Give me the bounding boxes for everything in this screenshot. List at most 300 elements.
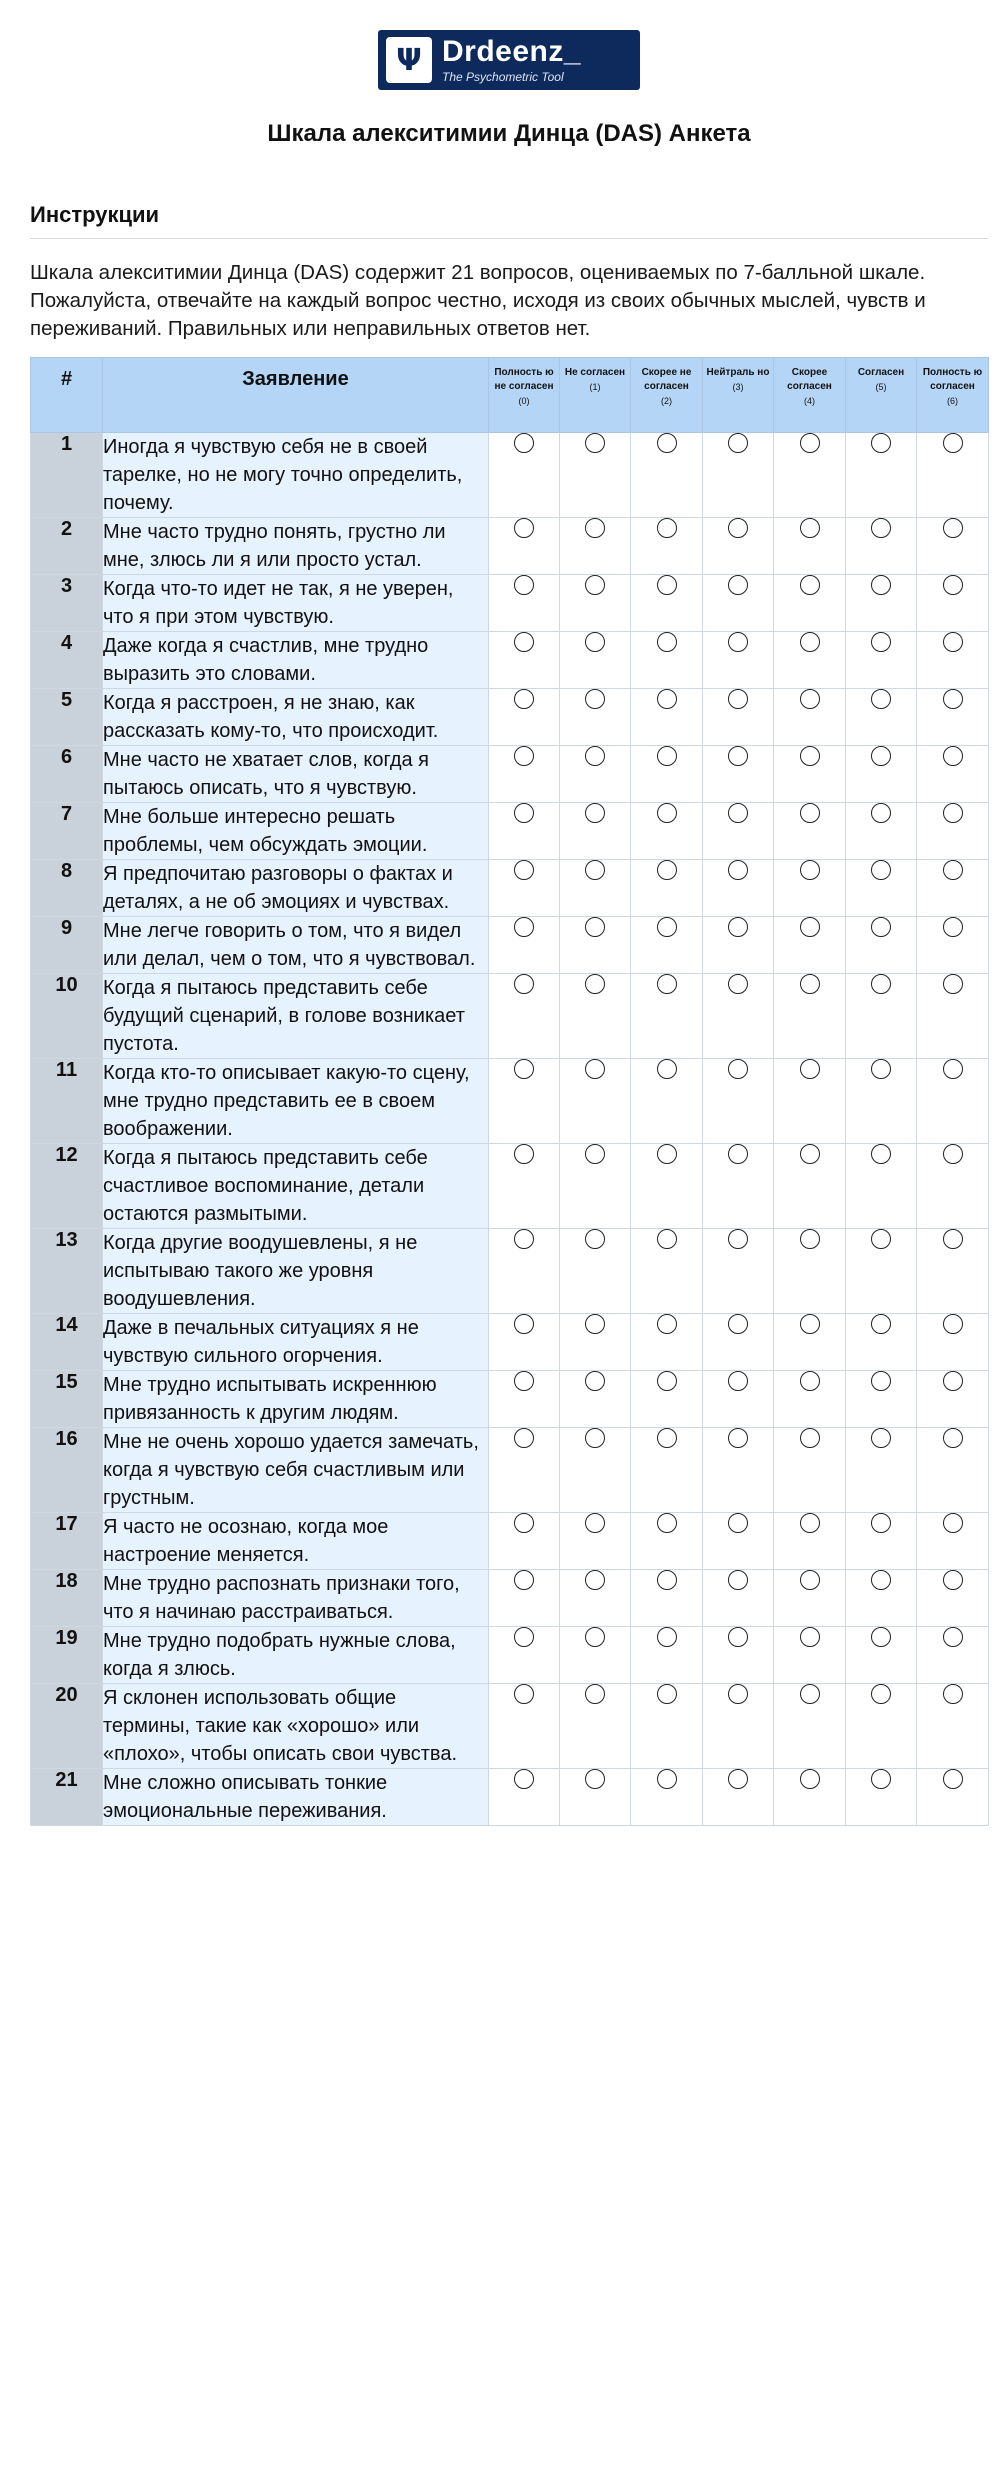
answer-radio-q2-opt2[interactable] — [657, 518, 677, 538]
answer-radio-q14-opt1[interactable] — [585, 1314, 605, 1334]
option-cell — [917, 1059, 989, 1144]
answer-radio-q10-opt4[interactable] — [800, 974, 820, 994]
option-cell — [917, 1144, 989, 1229]
option-cell — [489, 1684, 560, 1769]
question-number: 2 — [31, 518, 103, 575]
option-value: (6) — [947, 396, 958, 406]
question-number: 9 — [31, 917, 103, 974]
answer-radio-q21-opt6[interactable] — [943, 1769, 963, 1789]
answer-radio-q3-opt5[interactable] — [871, 575, 891, 595]
answer-radio-q1-opt1[interactable] — [585, 433, 605, 453]
statement-column-header: Заявление — [103, 358, 489, 433]
answer-radio-q5-opt5[interactable] — [871, 689, 891, 709]
option-label: Скорее согласен — [787, 367, 832, 392]
table-row — [31, 1229, 989, 1314]
option-cell — [774, 518, 846, 575]
page — [30, 0, 988, 1826]
option-cell — [703, 518, 774, 575]
option-cell — [489, 1769, 560, 1826]
answer-radio-q16-opt6[interactable] — [943, 1428, 963, 1448]
answer-radio-q20-opt0[interactable] — [514, 1684, 534, 1704]
answer-radio-q9-opt6[interactable] — [943, 917, 963, 937]
answer-radio-q16-opt3[interactable] — [728, 1428, 748, 1448]
option-cell — [846, 746, 917, 803]
question-number: 3 — [31, 575, 103, 632]
question-statement: Мне часто трудно понять, грустно ли мне, злюсь ли я или просто устал. — [103, 518, 489, 575]
option-cell — [560, 1144, 631, 1229]
answer-radio-q19-opt1[interactable] — [585, 1627, 605, 1647]
answer-radio-q2-opt4[interactable] — [800, 518, 820, 538]
answer-radio-q11-opt5[interactable] — [871, 1059, 891, 1079]
option-cell — [917, 518, 989, 575]
question-number: 1 — [31, 433, 103, 518]
answer-radio-q13-opt0[interactable] — [514, 1229, 534, 1249]
answer-radio-q5-opt1[interactable] — [585, 689, 605, 709]
option-cell — [917, 974, 989, 1059]
answer-radio-q9-opt5[interactable] — [871, 917, 891, 937]
answer-radio-q16-opt4[interactable] — [800, 1428, 820, 1448]
question-statement: Мне трудно подобрать нужные слова, когда я злюсь. — [103, 1627, 489, 1684]
option-cell — [631, 1314, 703, 1371]
option-cell — [703, 1144, 774, 1229]
answer-radio-q4-opt2[interactable] — [657, 632, 677, 652]
answer-radio-q7-opt1[interactable] — [585, 803, 605, 823]
option-column-header-6 — [917, 358, 989, 433]
answer-radio-q19-opt4[interactable] — [800, 1627, 820, 1647]
table-row — [31, 689, 989, 746]
option-cell — [774, 575, 846, 632]
answer-radio-q4-opt0[interactable] — [514, 632, 534, 652]
option-cell — [489, 632, 560, 689]
answer-radio-q1-opt2[interactable] — [657, 433, 677, 453]
question-number: 11 — [31, 1059, 103, 1144]
question-number: 4 — [31, 632, 103, 689]
answer-radio-q4-opt4[interactable] — [800, 632, 820, 652]
option-label: Нейтраль но — [706, 367, 770, 378]
option-cell — [489, 917, 560, 974]
option-column-header-0 — [489, 358, 560, 433]
option-cell — [703, 1684, 774, 1769]
option-cell — [560, 1769, 631, 1826]
answer-radio-q8-opt2[interactable] — [657, 860, 677, 880]
answer-radio-q11-opt1[interactable] — [585, 1059, 605, 1079]
option-cell — [703, 1513, 774, 1570]
table-row — [31, 1684, 989, 1769]
answer-radio-q3-opt3[interactable] — [728, 575, 748, 595]
answer-radio-q17-opt2[interactable] — [657, 1513, 677, 1533]
option-cell — [774, 974, 846, 1059]
answer-radio-q7-opt2[interactable] — [657, 803, 677, 823]
option-cell — [631, 433, 703, 518]
answer-radio-q19-opt6[interactable] — [943, 1627, 963, 1647]
question-number: 20 — [31, 1684, 103, 1769]
option-cell — [917, 689, 989, 746]
answer-radio-q13-opt6[interactable] — [943, 1229, 963, 1249]
answer-radio-q12-opt2[interactable] — [657, 1144, 677, 1164]
option-cell — [703, 1229, 774, 1314]
answer-radio-q6-opt5[interactable] — [871, 746, 891, 766]
answer-radio-q1-opt5[interactable] — [871, 433, 891, 453]
answer-radio-q2-opt6[interactable] — [943, 518, 963, 538]
table-row — [31, 1371, 989, 1428]
answer-radio-q18-opt5[interactable] — [871, 1570, 891, 1590]
option-cell — [774, 917, 846, 974]
answer-radio-q15-opt6[interactable] — [943, 1371, 963, 1391]
answer-radio-q15-opt5[interactable] — [871, 1371, 891, 1391]
option-cell — [489, 1314, 560, 1371]
answer-radio-q9-opt4[interactable] — [800, 917, 820, 937]
option-cell — [846, 1144, 917, 1229]
answer-radio-q5-opt2[interactable] — [657, 689, 677, 709]
answer-radio-q21-opt1[interactable] — [585, 1769, 605, 1789]
table-row — [31, 1428, 989, 1513]
answer-radio-q9-opt2[interactable] — [657, 917, 677, 937]
option-cell — [631, 518, 703, 575]
answer-radio-q16-opt5[interactable] — [871, 1428, 891, 1448]
answer-radio-q6-opt6[interactable] — [943, 746, 963, 766]
option-cell — [846, 1314, 917, 1371]
option-cell — [703, 1059, 774, 1144]
option-cell — [489, 575, 560, 632]
option-cell — [917, 1229, 989, 1314]
answer-radio-q11-opt0[interactable] — [514, 1059, 534, 1079]
answer-radio-q19-opt0[interactable] — [514, 1627, 534, 1647]
answer-radio-q12-opt5[interactable] — [871, 1144, 891, 1164]
option-cell — [846, 1513, 917, 1570]
option-cell — [846, 803, 917, 860]
answer-radio-q15-opt4[interactable] — [800, 1371, 820, 1391]
answer-radio-q10-opt3[interactable] — [728, 974, 748, 994]
option-value: (1) — [589, 382, 601, 392]
option-cell — [489, 1513, 560, 1570]
answer-radio-q17-opt4[interactable] — [800, 1513, 820, 1533]
table-row — [31, 860, 989, 917]
answer-radio-q3-opt6[interactable] — [943, 575, 963, 595]
question-statement: Когда что-то идет не так, я не уверен, что я при этом чувствую. — [103, 575, 489, 632]
answer-radio-q15-opt0[interactable] — [514, 1371, 534, 1391]
table-row — [31, 803, 989, 860]
answer-radio-q5-opt3[interactable] — [728, 689, 748, 709]
answer-radio-q2-opt3[interactable] — [728, 518, 748, 538]
option-cell — [917, 1371, 989, 1428]
answer-radio-q19-opt2[interactable] — [657, 1627, 677, 1647]
question-statement: Даже когда я счастлив, мне трудно выразить это словами. — [103, 632, 489, 689]
answer-radio-q17-opt3[interactable] — [728, 1513, 748, 1533]
answer-radio-q15-opt2[interactable] — [657, 1371, 677, 1391]
answer-radio-q12-opt0[interactable] — [514, 1144, 534, 1164]
answer-radio-q2-opt5[interactable] — [871, 518, 891, 538]
option-column-header-4 — [774, 358, 846, 433]
option-cell — [846, 1570, 917, 1627]
answer-radio-q16-opt0[interactable] — [514, 1428, 534, 1448]
question-number: 14 — [31, 1314, 103, 1371]
option-cell — [846, 974, 917, 1059]
option-cell — [489, 1570, 560, 1627]
option-cell — [917, 1570, 989, 1627]
option-cell — [560, 1684, 631, 1769]
answer-radio-q21-opt4[interactable] — [800, 1769, 820, 1789]
answer-radio-q9-opt1[interactable] — [585, 917, 605, 937]
answer-radio-q6-opt2[interactable] — [657, 746, 677, 766]
answer-radio-q20-opt5[interactable] — [871, 1684, 891, 1704]
answer-radio-q10-opt6[interactable] — [943, 974, 963, 994]
question-number: 17 — [31, 1513, 103, 1570]
option-cell — [560, 860, 631, 917]
question-statement: Мне трудно испытывать искреннюю привязанность к другим людям. — [103, 1371, 489, 1428]
answer-radio-q3-opt0[interactable] — [514, 575, 534, 595]
option-cell — [560, 1059, 631, 1144]
answer-radio-q19-opt3[interactable] — [728, 1627, 748, 1647]
option-cell — [846, 1684, 917, 1769]
answer-radio-q8-opt6[interactable] — [943, 860, 963, 880]
answer-radio-q8-opt3[interactable] — [728, 860, 748, 880]
option-cell — [774, 689, 846, 746]
answer-radio-q18-opt0[interactable] — [514, 1570, 534, 1590]
option-cell — [489, 974, 560, 1059]
option-cell — [774, 1144, 846, 1229]
option-cell — [560, 1428, 631, 1513]
answer-radio-q13-opt2[interactable] — [657, 1229, 677, 1249]
answer-radio-q20-opt2[interactable] — [657, 1684, 677, 1704]
option-value: (2) — [661, 396, 672, 406]
option-cell — [631, 1229, 703, 1314]
option-cell — [631, 917, 703, 974]
answer-radio-q11-opt6[interactable] — [943, 1059, 963, 1079]
survey-body — [31, 433, 989, 1826]
question-number: 15 — [31, 1371, 103, 1428]
answer-radio-q14-opt3[interactable] — [728, 1314, 748, 1334]
option-cell — [489, 860, 560, 917]
answer-radio-q12-opt6[interactable] — [943, 1144, 963, 1164]
option-cell — [774, 1570, 846, 1627]
answer-radio-q20-opt1[interactable] — [585, 1684, 605, 1704]
option-cell — [703, 689, 774, 746]
answer-radio-q10-opt0[interactable] — [514, 974, 534, 994]
option-cell — [774, 746, 846, 803]
answer-radio-q17-opt6[interactable] — [943, 1513, 963, 1533]
answer-radio-q20-opt3[interactable] — [728, 1684, 748, 1704]
answer-radio-q17-opt5[interactable] — [871, 1513, 891, 1533]
option-cell — [917, 803, 989, 860]
answer-radio-q11-opt3[interactable] — [728, 1059, 748, 1079]
option-label: Скорее не согласен — [641, 367, 692, 392]
option-cell — [774, 433, 846, 518]
table-row — [31, 1769, 989, 1826]
question-number: 6 — [31, 746, 103, 803]
question-number: 18 — [31, 1570, 103, 1627]
option-cell — [631, 1627, 703, 1684]
option-label: Полность ю согласен — [922, 367, 983, 392]
table-row — [31, 1627, 989, 1684]
answer-radio-q10-opt2[interactable] — [657, 974, 677, 994]
answer-radio-q21-opt0[interactable] — [514, 1769, 534, 1789]
number-column-header: # — [31, 358, 103, 433]
table-row — [31, 1059, 989, 1144]
option-cell — [631, 575, 703, 632]
answer-radio-q14-opt4[interactable] — [800, 1314, 820, 1334]
option-cell — [631, 1144, 703, 1229]
answer-radio-q11-opt2[interactable] — [657, 1059, 677, 1079]
answer-radio-q4-opt1[interactable] — [585, 632, 605, 652]
option-cell — [917, 632, 989, 689]
option-cell — [846, 433, 917, 518]
answer-radio-q7-opt0[interactable] — [514, 803, 534, 823]
answer-radio-q17-opt1[interactable] — [585, 1513, 605, 1533]
table-row — [31, 1513, 989, 1570]
table-row — [31, 1570, 989, 1627]
question-statement: Когда кто-то описывает какую-то сцену, мне трудно представить ее в своем воображении. — [103, 1059, 489, 1144]
answer-radio-q7-opt6[interactable] — [943, 803, 963, 823]
answer-radio-q8-opt1[interactable] — [585, 860, 605, 880]
answer-radio-q6-opt0[interactable] — [514, 746, 534, 766]
option-cell — [846, 1371, 917, 1428]
answer-radio-q17-opt0[interactable] — [514, 1513, 534, 1533]
answer-radio-q9-opt3[interactable] — [728, 917, 748, 937]
answer-radio-q5-opt4[interactable] — [800, 689, 820, 709]
option-cell — [703, 1371, 774, 1428]
option-cell — [703, 1314, 774, 1371]
option-cell — [917, 575, 989, 632]
answer-radio-q18-opt3[interactable] — [728, 1570, 748, 1590]
question-number: 19 — [31, 1627, 103, 1684]
answer-radio-q13-opt4[interactable] — [800, 1229, 820, 1249]
answer-radio-q14-opt0[interactable] — [514, 1314, 534, 1334]
option-cell — [917, 1513, 989, 1570]
option-cell — [774, 1371, 846, 1428]
answer-radio-q6-opt3[interactable] — [728, 746, 748, 766]
answer-radio-q20-opt6[interactable] — [943, 1684, 963, 1704]
option-value: (4) — [804, 396, 815, 406]
option-cell — [917, 1684, 989, 1769]
question-statement: Мне сложно описывать тонкие эмоциональные переживания. — [103, 1769, 489, 1826]
option-cell — [560, 1314, 631, 1371]
answer-radio-q4-opt5[interactable] — [871, 632, 891, 652]
option-cell — [703, 1769, 774, 1826]
answer-radio-q11-opt4[interactable] — [800, 1059, 820, 1079]
answer-radio-q2-opt1[interactable] — [585, 518, 605, 538]
option-cell — [774, 1684, 846, 1769]
answer-radio-q18-opt6[interactable] — [943, 1570, 963, 1590]
answer-radio-q15-opt3[interactable] — [728, 1371, 748, 1391]
option-column-header-3 — [703, 358, 774, 433]
answer-radio-q18-opt1[interactable] — [585, 1570, 605, 1590]
option-cell — [774, 1769, 846, 1826]
brand-text — [442, 37, 581, 83]
table-row — [31, 746, 989, 803]
answer-radio-q13-opt1[interactable] — [585, 1229, 605, 1249]
answer-radio-q1-opt0[interactable] — [514, 433, 534, 453]
answer-radio-q18-opt2[interactable] — [657, 1570, 677, 1590]
answer-radio-q13-opt3[interactable] — [728, 1229, 748, 1249]
option-cell — [703, 632, 774, 689]
answer-radio-q8-opt4[interactable] — [800, 860, 820, 880]
option-cell — [631, 1769, 703, 1826]
answer-radio-q1-opt6[interactable] — [943, 433, 963, 453]
answer-radio-q3-opt1[interactable] — [585, 575, 605, 595]
answer-radio-q13-opt5[interactable] — [871, 1229, 891, 1249]
answer-radio-q7-opt3[interactable] — [728, 803, 748, 823]
answer-radio-q14-opt6[interactable] — [943, 1314, 963, 1334]
question-number: 7 — [31, 803, 103, 860]
answer-radio-q21-opt3[interactable] — [728, 1769, 748, 1789]
answer-radio-q14-opt5[interactable] — [871, 1314, 891, 1334]
option-cell — [917, 746, 989, 803]
psi-logo-icon: Ψ — [386, 37, 432, 83]
answer-radio-q14-opt2[interactable] — [657, 1314, 677, 1334]
answer-radio-q20-opt4[interactable] — [800, 1684, 820, 1704]
answer-radio-q3-opt2[interactable] — [657, 575, 677, 595]
option-column-header-5 — [846, 358, 917, 433]
question-statement: Когда я пытаюсь представить себе будущий сценарий, в голове возникает пустота. — [103, 974, 489, 1059]
answer-radio-q16-opt2[interactable] — [657, 1428, 677, 1448]
option-value: (3) — [732, 382, 744, 392]
option-cell — [489, 1229, 560, 1314]
answer-radio-q12-opt3[interactable] — [728, 1144, 748, 1164]
answer-radio-q8-opt0[interactable] — [514, 860, 534, 880]
instructions-text: Шкала алекситимии Динца (DAS) содержит 21 вопросов, оцениваемых по 7-балльной шкале. Пожалуйста, отвечайте на каждый вопрос честно, исходя из своих обычных мыслей, чувств и переживаний. Правильных или неправильных ответов нет. — [30, 261, 926, 340]
answer-radio-q6-opt4[interactable] — [800, 746, 820, 766]
option-cell — [846, 689, 917, 746]
answer-radio-q5-opt6[interactable] — [943, 689, 963, 709]
answer-radio-q19-opt5[interactable] — [871, 1627, 891, 1647]
answer-radio-q3-opt4[interactable] — [800, 575, 820, 595]
answer-radio-q21-opt2[interactable] — [657, 1769, 677, 1789]
survey-table — [30, 357, 989, 1826]
answer-radio-q10-opt5[interactable] — [871, 974, 891, 994]
answer-radio-q5-opt0[interactable] — [514, 689, 534, 709]
option-cell — [631, 1684, 703, 1769]
answer-radio-q4-opt6[interactable] — [943, 632, 963, 652]
option-cell — [774, 803, 846, 860]
option-cell — [774, 1314, 846, 1371]
answer-radio-q10-opt1[interactable] — [585, 974, 605, 994]
option-cell — [846, 917, 917, 974]
answer-radio-q7-opt4[interactable] — [800, 803, 820, 823]
answer-radio-q1-opt4[interactable] — [800, 433, 820, 453]
brand-logo — [378, 30, 640, 90]
option-cell — [703, 1627, 774, 1684]
option-cell — [489, 1144, 560, 1229]
option-cell — [631, 1513, 703, 1570]
instructions-heading: Инструкции — [30, 202, 988, 239]
answer-radio-q7-opt5[interactable] — [871, 803, 891, 823]
answer-radio-q15-opt1[interactable] — [585, 1371, 605, 1391]
question-statement: Мне легче говорить о том, что я видел или делал, чем о том, что я чувствовал. — [103, 917, 489, 974]
option-value: (5) — [875, 382, 887, 392]
option-cell — [846, 518, 917, 575]
answer-radio-q2-opt0[interactable] — [514, 518, 534, 538]
answer-radio-q4-opt3[interactable] — [728, 632, 748, 652]
answer-radio-q6-opt1[interactable] — [585, 746, 605, 766]
answer-radio-q12-opt4[interactable] — [800, 1144, 820, 1164]
option-cell — [560, 803, 631, 860]
answer-radio-q9-opt0[interactable] — [514, 917, 534, 937]
option-label: Полность ю не согласен — [494, 367, 554, 392]
table-row — [31, 917, 989, 974]
answer-radio-q12-opt1[interactable] — [585, 1144, 605, 1164]
answer-radio-q1-opt3[interactable] — [728, 433, 748, 453]
option-cell — [917, 1627, 989, 1684]
answer-radio-q16-opt1[interactable] — [585, 1428, 605, 1448]
option-cell — [917, 1769, 989, 1826]
table-row — [31, 1144, 989, 1229]
option-cell — [560, 632, 631, 689]
option-cell — [560, 917, 631, 974]
option-cell — [560, 689, 631, 746]
answer-radio-q18-opt4[interactable] — [800, 1570, 820, 1590]
answer-radio-q21-opt5[interactable] — [871, 1769, 891, 1789]
answer-radio-q8-opt5[interactable] — [871, 860, 891, 880]
